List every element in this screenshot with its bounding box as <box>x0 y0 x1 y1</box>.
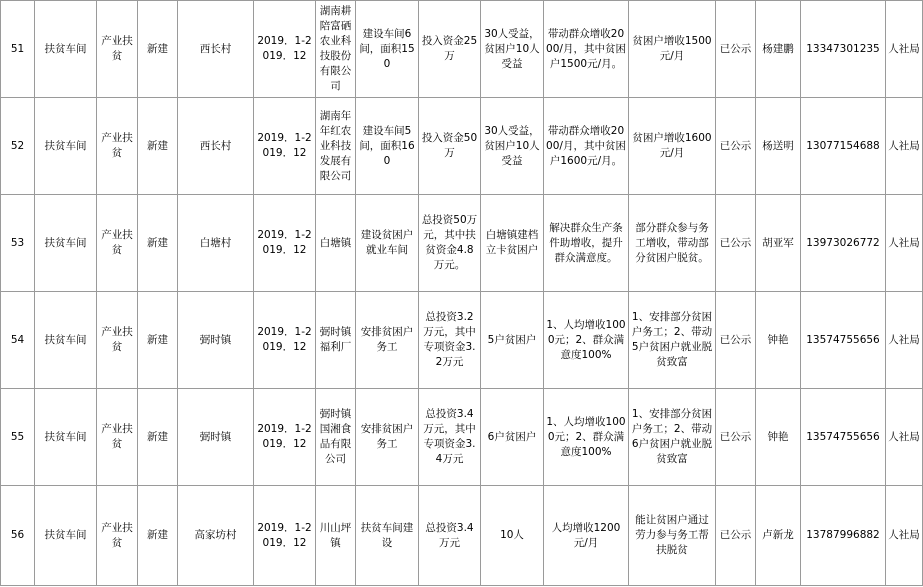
cell-seq: 54 <box>1 292 35 389</box>
cell-unit: 湖南耕陪富硒农业科技股份有限公司 <box>316 1 356 98</box>
cell-unit: 弼时镇福利厂 <box>316 292 356 389</box>
cell-beneficiaries: 10人 <box>481 486 544 586</box>
cell-type: 产业扶贫 <box>97 486 138 586</box>
cell-phone: 13973026772 <box>801 195 886 292</box>
cell-publicity: 已公示 <box>716 486 756 586</box>
cell-investment: 投入资金25万 <box>419 1 481 98</box>
cell-unit: 湖南年年红农业科技发展有限公司 <box>316 98 356 195</box>
cell-phone: 13574755656 <box>801 292 886 389</box>
cell-status: 新建 <box>138 98 178 195</box>
cell-investment: 总投资3.4万元 <box>419 486 481 586</box>
cell-poor-effect: 贫困户增收1500元/月 <box>629 1 716 98</box>
cell-department: 人社局 <box>886 486 923 586</box>
cell-beneficiaries: 30人受益，贫困户10人受益 <box>481 98 544 195</box>
cell-phone: 13347301235 <box>801 1 886 98</box>
cell-publicity: 已公示 <box>716 1 756 98</box>
cell-poor-effect: 部分群众参与务工增收，带动部分贫困户脱贫。 <box>629 195 716 292</box>
table-row <box>1 486 923 586</box>
cell-effect: 人均增收1200元/月 <box>544 486 629 586</box>
cell-effect: 1、人均增收1000元；2、群众满意度100% <box>544 292 629 389</box>
cell-content: 安排贫困户务工 <box>356 292 419 389</box>
cell-category: 扶贫车间 <box>35 292 97 389</box>
cell-category: 扶贫车间 <box>35 389 97 486</box>
cell-poor-effect: 1、安排部分贫困户务工；2、带动6户贫困户就业脱贫致富 <box>629 389 716 486</box>
cell-effect: 解决群众生产条件助增收，提升群众满意度。 <box>544 195 629 292</box>
cell-seq: 55 <box>1 389 35 486</box>
cell-poor-effect: 能让贫困户通过劳力参与务工帮扶脱贫 <box>629 486 716 586</box>
cell-content: 建设贫困户就业车间 <box>356 195 419 292</box>
cell-unit: 弼时镇国湘食品有限公司 <box>316 389 356 486</box>
cell-status: 新建 <box>138 486 178 586</box>
cell-period: 2019．1-2019．12 <box>254 195 316 292</box>
cell-status: 新建 <box>138 1 178 98</box>
cell-person: 杨送明 <box>756 98 801 195</box>
cell-beneficiaries: 白塘镇建档立卡贫困户 <box>481 195 544 292</box>
table-row <box>1 195 923 292</box>
cell-status: 新建 <box>138 195 178 292</box>
cell-unit: 白塘镇 <box>316 195 356 292</box>
cell-content: 建设车间5间，面积160 <box>356 98 419 195</box>
cell-investment: 总投资3.2万元，其中专项资金3.2万元 <box>419 292 481 389</box>
cell-village: 高家坊村 <box>178 486 254 586</box>
cell-effect: 带动群众增收2000/月，其中贫困户1500元/月。 <box>544 1 629 98</box>
cell-period: 2019．1-2019．12 <box>254 389 316 486</box>
cell-type: 产业扶贫 <box>97 98 138 195</box>
cell-period: 2019．1-2019．12 <box>254 486 316 586</box>
cell-person: 胡亚军 <box>756 195 801 292</box>
cell-investment: 投入资金50万 <box>419 98 481 195</box>
cell-period: 2019．1-2019．12 <box>254 1 316 98</box>
cell-seq: 56 <box>1 486 35 586</box>
cell-effect: 带动群众增收2000/月，其中贫困户1600元/月。 <box>544 98 629 195</box>
cell-department: 人社局 <box>886 292 923 389</box>
table-row <box>1 292 923 389</box>
cell-content: 安排贫困户务工 <box>356 389 419 486</box>
cell-person: 钟艳 <box>756 389 801 486</box>
cell-unit: 川山坪镇 <box>316 486 356 586</box>
cell-category: 扶贫车间 <box>35 195 97 292</box>
cell-department: 人社局 <box>886 389 923 486</box>
cell-investment: 总投资50万元，其中扶贫资金4.8万元。 <box>419 195 481 292</box>
cell-phone: 13574755656 <box>801 389 886 486</box>
cell-period: 2019．1-2019．12 <box>254 98 316 195</box>
cell-seq: 53 <box>1 195 35 292</box>
cell-person: 卢新龙 <box>756 486 801 586</box>
cell-village: 西长村 <box>178 98 254 195</box>
cell-seq: 52 <box>1 98 35 195</box>
table-row <box>1 1 923 98</box>
cell-status: 新建 <box>138 389 178 486</box>
cell-department: 人社局 <box>886 98 923 195</box>
cell-content: 建设车间6间，面积150 <box>356 1 419 98</box>
cell-type: 产业扶贫 <box>97 195 138 292</box>
cell-type: 产业扶贫 <box>97 292 138 389</box>
cell-publicity: 已公示 <box>716 292 756 389</box>
cell-category: 扶贫车间 <box>35 1 97 98</box>
table-row <box>1 98 923 195</box>
cell-village: 弼时镇 <box>178 292 254 389</box>
cell-content: 扶贫车间建设 <box>356 486 419 586</box>
cell-investment: 总投资3.4万元，其中专项资金3.4万元 <box>419 389 481 486</box>
cell-category: 扶贫车间 <box>35 98 97 195</box>
cell-village: 弼时镇 <box>178 389 254 486</box>
cell-beneficiaries: 5户贫困户 <box>481 292 544 389</box>
cell-phone: 13787996882 <box>801 486 886 586</box>
cell-phone: 13077154688 <box>801 98 886 195</box>
cell-village: 西长村 <box>178 1 254 98</box>
cell-seq: 51 <box>1 1 35 98</box>
cell-type: 产业扶贫 <box>97 1 138 98</box>
cell-beneficiaries: 30人受益，贫困户10人受益 <box>481 1 544 98</box>
cell-village: 白塘村 <box>178 195 254 292</box>
cell-poor-effect: 贫困户增收1600元/月 <box>629 98 716 195</box>
cell-category: 扶贫车间 <box>35 486 97 586</box>
cell-poor-effect: 1、安排部分贫困户务工；2、带动5户贫困户就业脱贫致富 <box>629 292 716 389</box>
cell-publicity: 已公示 <box>716 98 756 195</box>
cell-effect: 1、人均增收1000元；2、群众满意度100% <box>544 389 629 486</box>
cell-person: 杨建鹏 <box>756 1 801 98</box>
cell-period: 2019．1-2019．12 <box>254 292 316 389</box>
cell-person: 钟艳 <box>756 292 801 389</box>
cell-publicity: 已公示 <box>716 389 756 486</box>
cell-status: 新建 <box>138 292 178 389</box>
table-row <box>1 389 923 486</box>
cell-type: 产业扶贫 <box>97 389 138 486</box>
cell-publicity: 已公示 <box>716 195 756 292</box>
cell-department: 人社局 <box>886 195 923 292</box>
cell-beneficiaries: 6户贫困户 <box>481 389 544 486</box>
cell-department: 人社局 <box>886 1 923 98</box>
